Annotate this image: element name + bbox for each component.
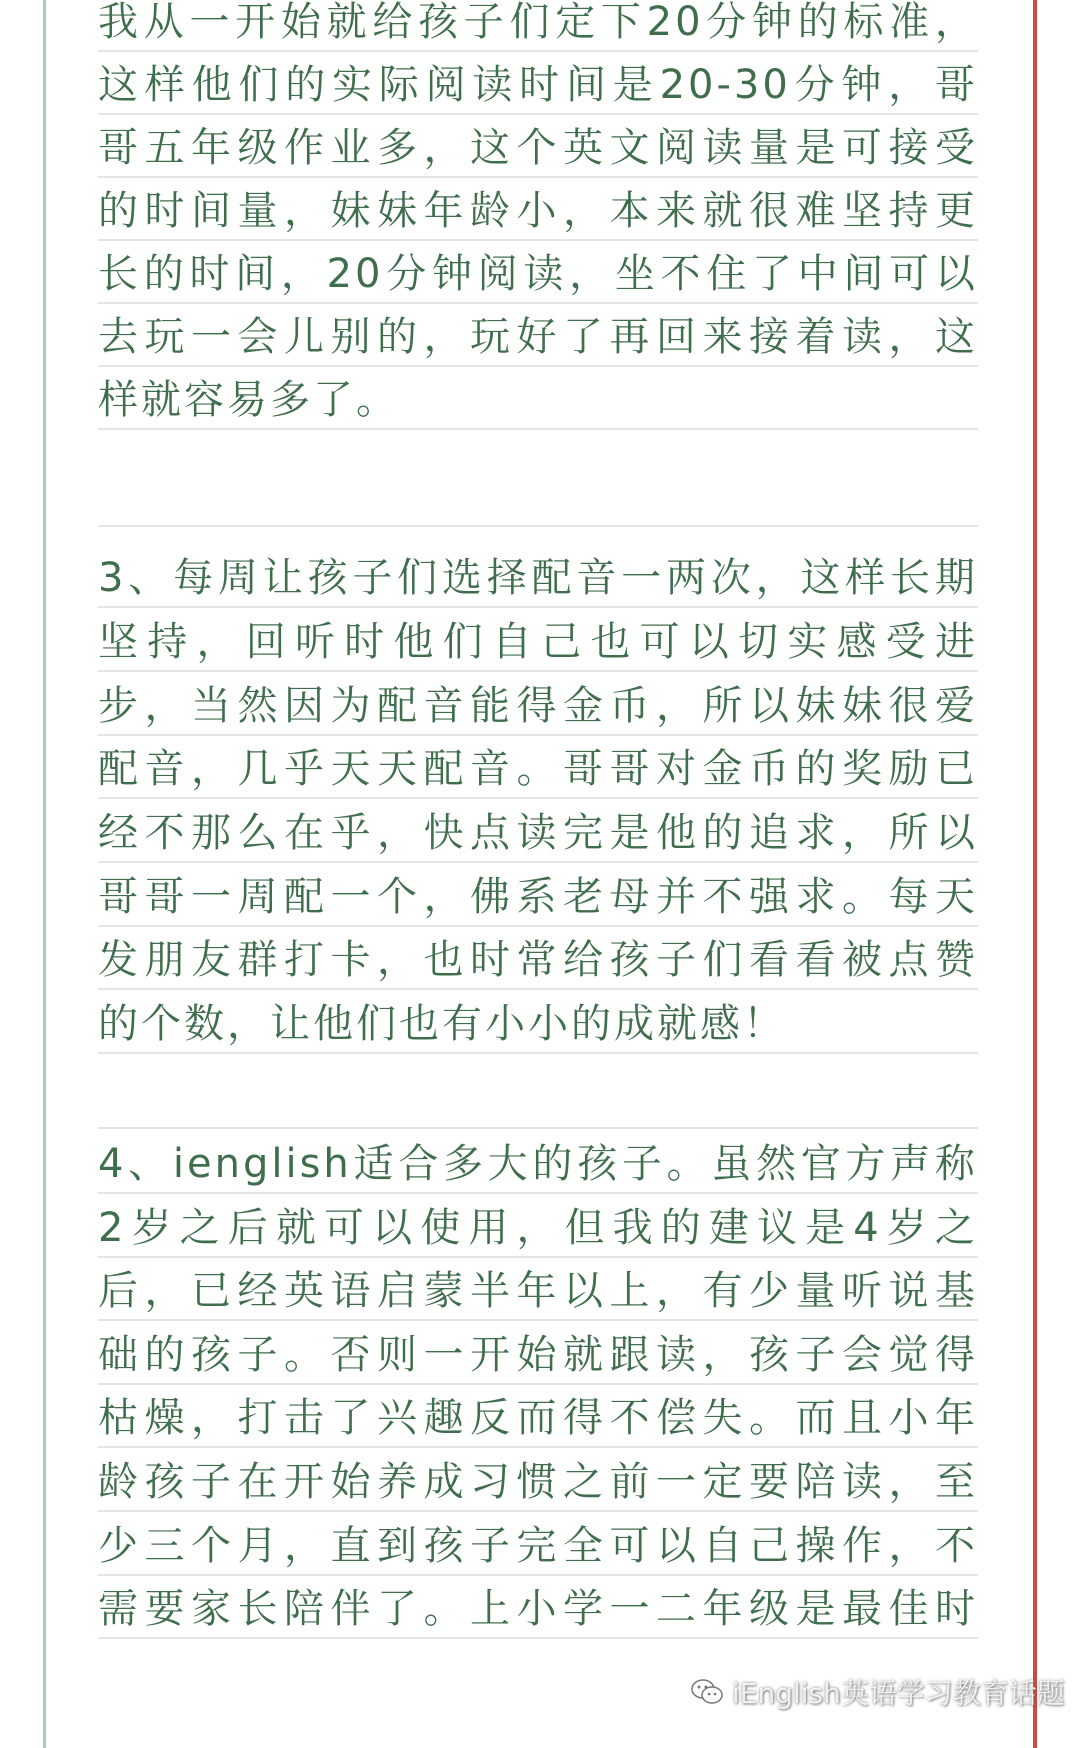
- text-line: [98, 982, 978, 1054]
- line-text: 步 ， 当 然 因 为 配 音 能 得 金 币 ， 所 以 妹 妹 很 爱: [98, 683, 978, 729]
- watermark: [690, 1672, 1065, 1712]
- text-line: [98, 918, 978, 990]
- line-text: 3 、 每 周 让 孩 子 们 选 择 配 音 一 两 次 ， 这 样 长 期: [98, 555, 978, 601]
- line-text: 发 朋 友 群 打 卡 ， 也 时 常 给 孩 子 们 看 看 被 点 赞: [98, 937, 978, 983]
- line-text: 2 岁 之 后 就 可 以 使 用 ， 但 我 的 建 议 是 4 岁 之: [98, 1205, 978, 1251]
- right-margin-rule: [1033, 0, 1037, 1748]
- line-text: 的 时 间 量 ， 妹 妹 年 龄 小 ， 本 来 就 很 难 坚 持 更: [98, 188, 978, 234]
- text-line: [98, 600, 978, 672]
- text-line: [98, 169, 978, 241]
- text-line: [98, 664, 978, 736]
- text-line: [98, 1567, 978, 1639]
- line-text: 去 玩 一 会 儿 别 的 ， 玩 好 了 再 回 来 接 着 读 ， 这: [98, 314, 978, 360]
- left-margin-rule: [43, 0, 46, 1748]
- text-line: [98, 295, 978, 367]
- line-text: 长 的 时 间 ， 20 分 钟 阅 读 ， 坐 不 住 了 中 间 可 以: [98, 251, 978, 297]
- blank-line: [98, 1057, 978, 1129]
- line-text: 坚 持 ， 回 听 时 他 们 自 己 也 可 以 切 实 感 受 进: [98, 619, 978, 665]
- text-line: [98, 43, 978, 115]
- text-line: [98, 106, 978, 178]
- line-text: 经 不 那 么 在 乎 ， 快 点 读 完 是 他 的 追 求 ， 所 以: [98, 810, 978, 856]
- text-line: [98, 232, 978, 304]
- text-line: [98, 855, 978, 927]
- line-text: 哥 五 年 级 作 业 多 ， 这 个 英 文 阅 读 量 是 可 接 受: [98, 125, 978, 171]
- line-text: 龄 孩 子 在 开 始 养 成 习 惯 之 前 一 定 要 陪 读 ， 至: [98, 1459, 978, 1505]
- text-line: [98, 727, 978, 799]
- line-text: 4 、 ienglish 适 合 多 大 的 孩 子 。 虽 然 官 方 声 称: [98, 1141, 978, 1187]
- line-text: 础 的 孩 子 。 否 则 一 开 始 就 跟 读 ， 孩 子 会 觉 得: [98, 1332, 978, 1378]
- line-text: 哥 哥 一 周 配 一 个 ， 佛 系 老 母 并 不 强 求 。 每 天: [98, 874, 978, 920]
- line-text: 后 ， 已 经 英 语 启 蒙 半 年 以 上 ， 有 少 量 听 说 基: [98, 1268, 978, 1314]
- text-line: [98, 1504, 978, 1576]
- text-line: [98, 358, 978, 430]
- line-text: 枯 燥 ， 打 击 了 兴 趣 反 而 得 不 偿 失 。 而 且 小 年: [98, 1395, 978, 1441]
- line-text: 样就容易多了。: [98, 377, 399, 423]
- text-line: [98, 1313, 978, 1385]
- line-text: 的个数，让他们也有小小的成就感！: [98, 1001, 786, 1047]
- text-line: [98, 791, 978, 863]
- line-text: 这 样 他 们 的 实 际 阅 读 时 间 是 20-30 分 钟 ， 哥: [98, 62, 978, 108]
- text-line: [98, 536, 978, 608]
- line-text: 我 从 一 开 始 就 给 孩 子 们 定 下 20 分 钟 的 标 准 ，: [98, 0, 978, 45]
- watermark-text: iEnglish英语学习教育话题: [732, 1677, 1065, 1710]
- blank-line: [98, 455, 978, 527]
- text-line: [98, 1122, 978, 1194]
- text-line: [98, 1376, 978, 1448]
- line-text: 少 三 个 月 ， 直 到 孩 子 完 全 可 以 自 己 操 作 ， 不: [98, 1523, 978, 1569]
- text-line: [98, 1186, 978, 1258]
- wechat-icon: [690, 1677, 724, 1707]
- text-line: [98, 1249, 978, 1321]
- text-line: [98, 1440, 978, 1512]
- line-text: 需 要 家 长 陪 伴 了 。 上 小 学 一 二 年 级 是 最 佳 时: [98, 1586, 978, 1632]
- line-text: 配 音 ， 几 乎 天 天 配 音 。 哥 哥 对 金 币 的 奖 励 已: [98, 746, 978, 792]
